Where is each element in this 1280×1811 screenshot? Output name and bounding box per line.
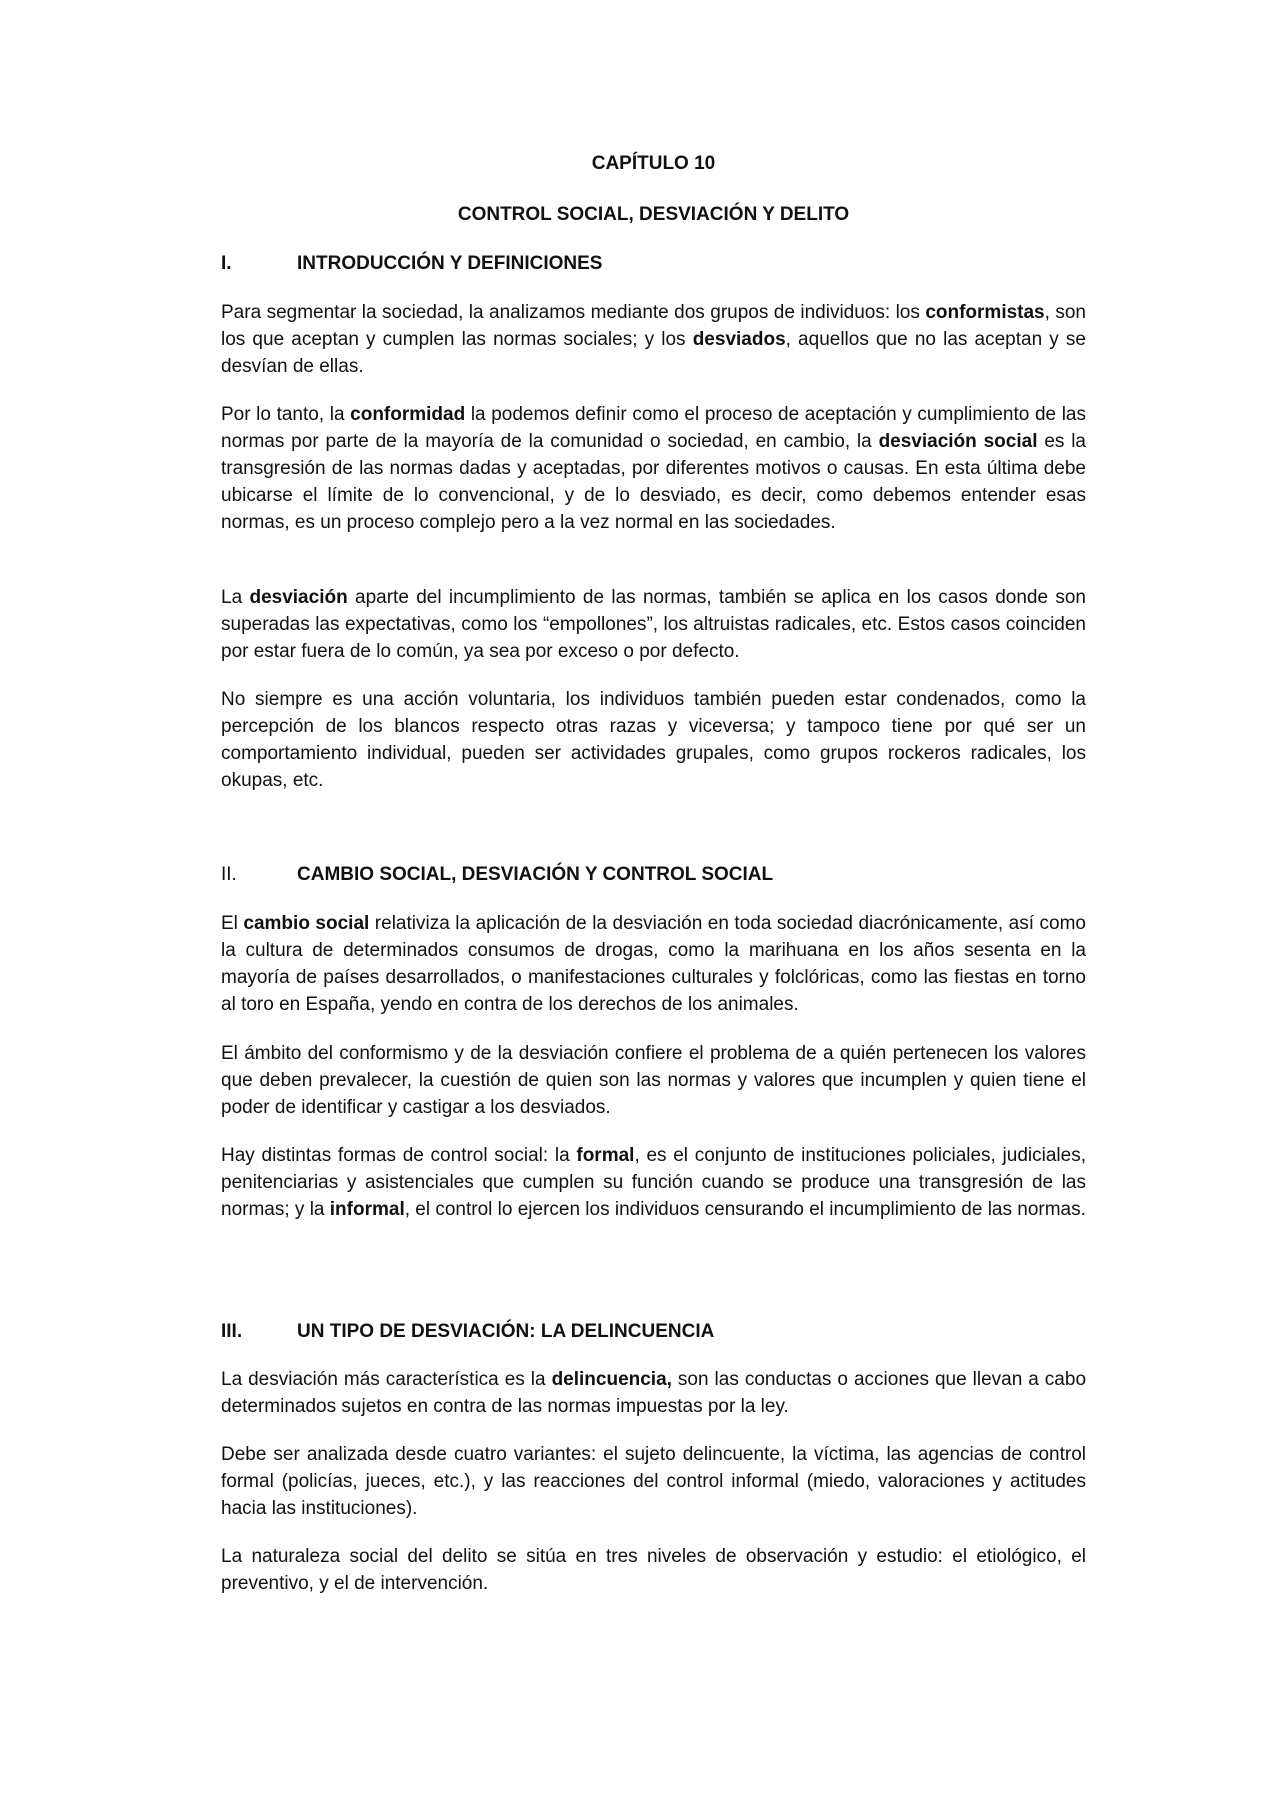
text-run: , aquellos que no las aceptan y se desvían de ellas. [221,329,1086,377]
bold-term: delincuencia, [551,1369,672,1390]
bold-term: desviación [249,587,348,608]
text-run: Hay distintas formas de control social: la [221,1145,577,1166]
text-run: Para segmentar la sociedad, la analizamos mediante dos grupos de individuos: los [221,302,926,323]
bold-term: desviación social [878,431,1038,452]
text-run: Debe ser analizada desde cuatro variantes: el sujeto delincuente, la víctima, las agencias de control formal (policías, jueces, etc.), y las reacciones del control informal (miedo, valoraciones y actitudes hacia las instituciones). [221,1444,1086,1519]
text-run: El ámbito del conformismo y de la desviación confiere el problema de a quién pertenecen los valores que deben prevalecer, la cuestión de quien son las normas y valores que incumplen y quien tiene el poder de identificar y castigar a los desviados. [221,1043,1086,1118]
section-title: CAMBIO SOCIAL, DESVIACIÓN Y CONTROL SOCIAL [297,864,774,885]
paragraph [221,1441,1086,1522]
section-heading [221,863,773,887]
text-run: El [221,913,244,934]
bold-term: informal [329,1199,405,1220]
section-number: II. [221,864,237,885]
chapter-title: CONTROL SOCIAL, DESVIACIÓN Y DELITO [457,204,850,225]
text-run: , es el conjunto de instituciones policiales, judiciales, penitenciarias y asistenciales que cumplen su función cuando se produce una transgresión de las normas; y la [221,1145,1086,1220]
text-run: es la transgresión de las normas dadas y aceptadas, por diferentes motivos o causas. En esta última debe ubicarse el límite de lo convencional, y de lo desviado, es decir, como debemos entender esas normas, es un proceso complejo pero a la vez normal en las sociedades. [221,431,1087,533]
section-number: III. [221,1321,243,1342]
bold-term: conformidad [350,404,466,425]
paragraph [221,299,1086,380]
text-run: la podemos definir como el proceso de aceptación y cumplimiento de las normas por parte de la mayoría de la comunidad o sociedad, en cambio, la [221,404,1086,452]
section-heading [221,1320,714,1344]
text-run: La desviación más característica es la [221,1369,552,1390]
text-run: La naturaleza social del delito se sitúa en tres niveles de observación y estudio: el etiológico, el preventivo, y el de intervención. [221,1546,1086,1594]
text-run: No siempre es una acción voluntaria, los individuos también pueden estar condenados, como la percepción de los blancos respecto otras razas y viceversa; y tampoco tiene por qué ser un comportamiento individual, pueden ser actividades grupales, como grupos rockeros radicales, los okupas, etc. [221,689,1086,791]
paragraph [221,1543,1086,1597]
paragraph [221,1366,1086,1420]
text-run: La [221,587,250,608]
text-run: relativiza la aplicación de la desviación en toda sociedad diacrónicamente, así como la cultura de determinados consumos de drogas, como la marihuana en los años sesenta en la mayoría de países desarrollados, o manifestaciones culturales y folclóricas, como las fiestas en torno al toro en España, yendo en contra de los derechos de los animales. [221,913,1086,1015]
paragraph [221,584,1086,665]
paragraph [221,1142,1086,1223]
bold-term: cambio social [243,913,370,934]
text-run: aparte del incumplimiento de las normas, también se aplica en los casos donde son superadas las expectativas, como los “empollones”, los altruistas radicales, etc. Estos casos coinciden por estar fuera de lo común, ya sea por exceso o por defecto. [221,587,1086,662]
section-title: UN TIPO DE DESVIACIÓN: LA DELINCUENCIA [297,1321,715,1342]
paragraph [221,910,1086,1018]
paragraph [221,1040,1086,1121]
text-run: Por lo tanto, la [221,404,351,425]
text-run: , el control lo ejercen los individuos censurando el incumplimiento de las normas. [404,1199,1086,1220]
bold-term: desviados [692,329,786,350]
chapter-number: CAPÍTULO 10 [591,153,716,174]
section-title: INTRODUCCIÓN Y DEFINICIONES [297,253,603,274]
section-number: I. [221,253,232,274]
text-run: son las conductas o acciones que llevan a cabo determinados sujetos en contra de las normas impuestas por la ley. [221,1369,1087,1417]
bold-term: formal [576,1145,635,1166]
text-run: , son los que aceptan y cumplen las normas sociales; y los [221,302,1086,350]
section-heading [221,252,602,276]
bold-term: conformistas [925,302,1045,323]
paragraph [221,401,1086,536]
paragraph [221,686,1086,794]
